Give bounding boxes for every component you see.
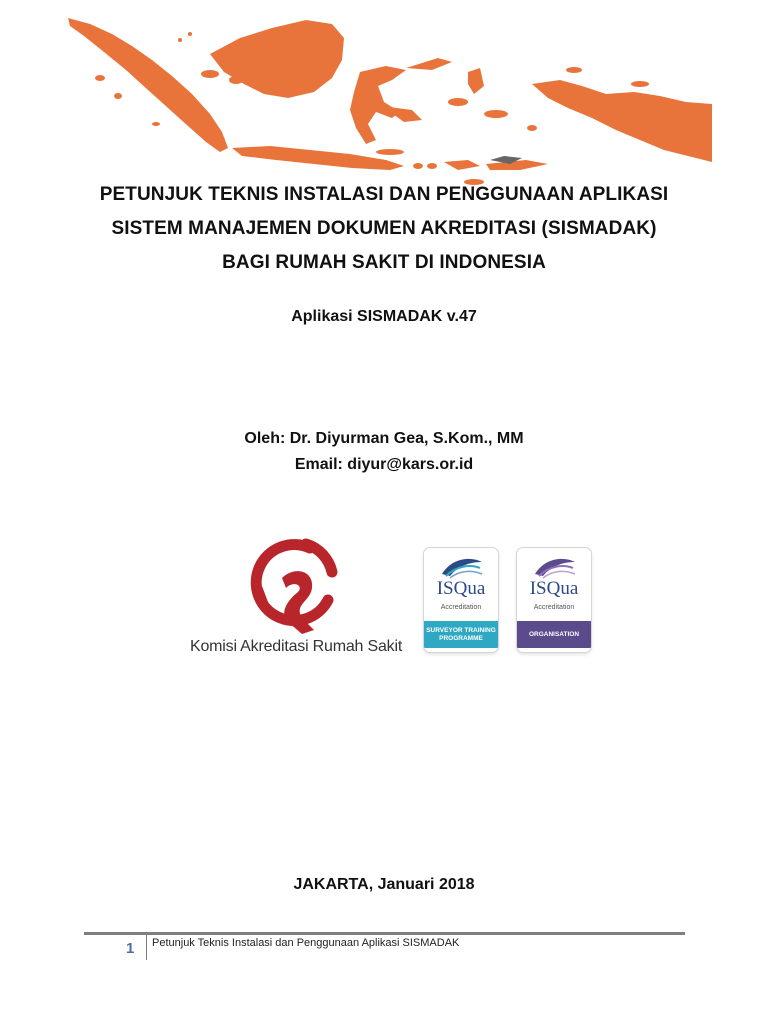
title-line-3: BAGI RUMAH SAKIT DI INDONESIA: [222, 252, 546, 273]
author-name: Oleh: Dr. Diyurman Gea, S.Kom., MM: [244, 430, 524, 447]
isqua-accreditation: Accreditation: [440, 604, 482, 611]
isqua-wave-icon: [517, 548, 591, 582]
indonesia-map-image: [60, 10, 712, 185]
isqua-brand: ISQua: [436, 578, 486, 599]
band-line-2: PROGRAMME: [439, 634, 483, 642]
kars-q-emblem-icon: [190, 530, 400, 635]
isqua-accreditation: Accreditation: [533, 604, 575, 611]
footer-vertical-divider: [146, 933, 147, 960]
isqua-organisation-badge: [517, 548, 591, 652]
document-title: [0, 178, 768, 280]
place-date: JAKARTA, Januari 2018: [293, 876, 475, 893]
footer-divider: [84, 932, 685, 935]
isqua-band: [517, 621, 591, 648]
page-number: 1: [126, 940, 135, 957]
author-block: [0, 426, 768, 478]
band-line-1: ORGANISATION: [528, 630, 580, 638]
kars-logo: [190, 530, 403, 665]
title-line-1: PETUNJUK TEKNIS INSTALASI DAN PENGGUNAAN APLIKASI: [99, 184, 669, 205]
kars-caption: Komisi Akreditasi Rumah Sakit: [190, 638, 403, 655]
author-email: Email: diyur@kars.or.id: [294, 456, 474, 473]
band-line-1: SURVEYOR TRAINING: [426, 626, 496, 634]
document-subtitle: Aplikasi SISMADAK v.47: [291, 308, 477, 325]
isqua-wave-icon: [424, 548, 498, 582]
title-line-2: SISTEM MANAJEMEN DOKUMEN AKREDITASI (SISMADAK): [111, 218, 657, 239]
footer-text: Petunjuk Teknis Instalasi dan Penggunaan Aplikasi SISMADAK: [152, 937, 460, 949]
isqua-surveyor-badge: [424, 548, 498, 652]
isqua-brand: ISQua: [529, 578, 579, 599]
isqua-band: [424, 621, 498, 648]
